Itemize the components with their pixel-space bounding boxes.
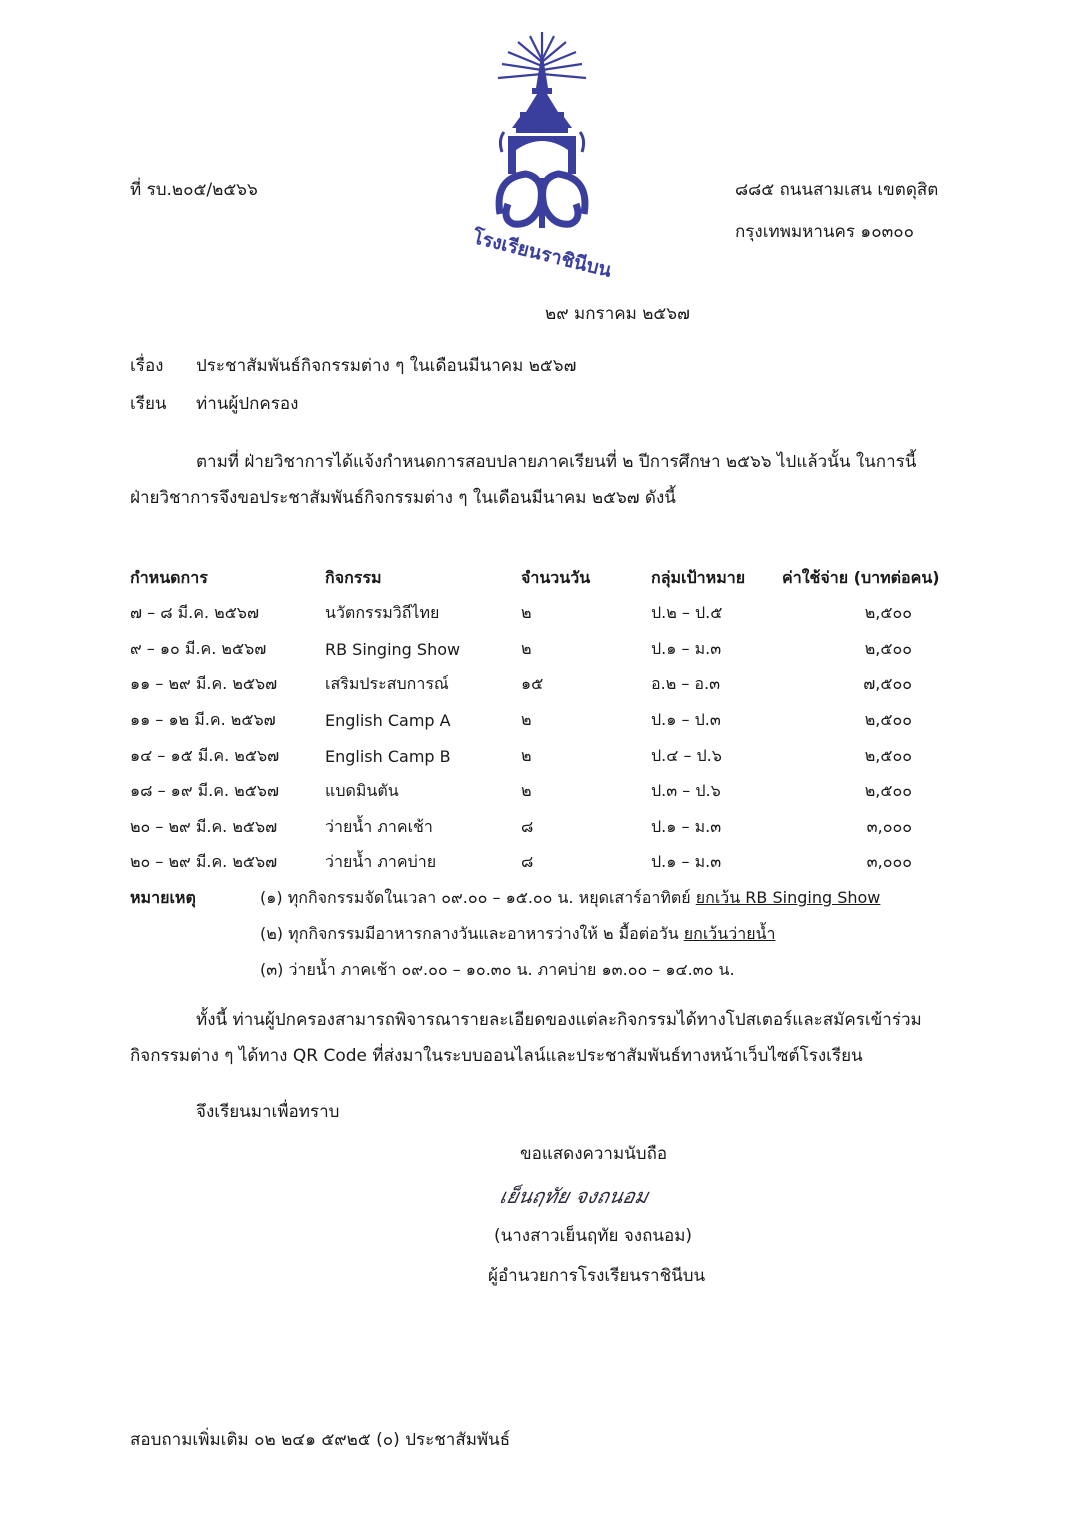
closing-paragraph: ทั้งนี้ ท่านผู้ปกครองสามารถพิจารณารายละเอียดของแต่ละกิจกรรมได้ทางโปสเตอร์และสมัครเข้าร่วมกิจกรรมต่าง ๆ ได้ทาง QR Code ที่ส่งมาในระบบออนไลน์และประชาสัมพันธ์ทางหน้าเว็บไซต์โรงเรียน (130, 1010, 922, 1066)
cell-days: ๒ (521, 710, 532, 730)
cell-days: ๑๕ (521, 674, 544, 694)
table-row (130, 703, 952, 739)
note-1-exception: ยกเว้น RB Singing Show (695, 888, 881, 907)
cell-date: ๒๐ – ๒๙ มี.ค. ๒๕๖๗ (130, 852, 278, 872)
signatory-position: ผู้อำนวยการโรงเรียนราชินีบน (488, 1266, 706, 1286)
cell-target: ป.๑ – ม.๓ (651, 816, 722, 836)
header-schedule: กำหนดการ (130, 567, 208, 587)
cell-cost: ๒,๕๐๐ (864, 710, 912, 730)
cell-date: ๑๑ – ๑๒ มี.ค. ๒๕๖๗ (130, 710, 276, 730)
logo-text: โรงเรียนราชินีบน (470, 226, 614, 278)
cell-days: ๒ (521, 603, 532, 623)
cell-target: ป.๒ – ป.๕ (651, 603, 723, 623)
regards-line: ขอแสดงความนับถือ (520, 1144, 668, 1164)
address-line-1: ๘๘๕ ถนนสามเสน เขตดุสิต (735, 180, 939, 200)
cell-date: ๑๘ – ๑๙ มี.ค. ๒๕๖๗ (130, 781, 279, 801)
header-target-group: กลุ่มเป้าหมาย (651, 567, 746, 587)
cell-days: ๒ (521, 781, 532, 801)
cell-date: ๑๔ – ๑๕ มี.ค. ๒๕๖๗ (130, 745, 280, 765)
handwritten-signature: เย็นฤทัย จงถนอม (497, 1184, 651, 1208)
cell-target: ป.๔ – ป.๖ (651, 745, 722, 765)
note-2-exception: ยกเว้นว่ายน้ำ (683, 924, 776, 943)
note-1-text: (๑) ทุกกิจกรรมจัดในเวลา ๐๙.๐๐ – ๑๕.๐๐ น. หยุดเสาร์อาทิตย์ (260, 888, 696, 907)
subject-label: เรื่อง (130, 356, 164, 376)
header-cost: ค่าใช้จ่าย (บาทต่อคน) (782, 567, 940, 587)
note-2 (260, 922, 775, 947)
table-row (130, 667, 952, 703)
table-row (130, 845, 952, 881)
cell-date: ๙ – ๑๐ มี.ค. ๒๕๖๗ (130, 638, 267, 658)
cell-activity: English Camp A (325, 711, 451, 731)
school-logo (468, 28, 616, 278)
table-row (130, 810, 952, 846)
cell-days: ๒ (521, 638, 532, 658)
notes-label: หมายเหตุ (130, 888, 196, 907)
cell-activity: RB Singing Show (325, 639, 461, 659)
cell-cost: ๓,๐๐๐ (866, 852, 912, 872)
activity-schedule-table (130, 560, 952, 881)
cell-days: ๘ (521, 816, 534, 836)
cell-date: ๗ – ๘ มี.ค. ๒๕๖๗ (130, 603, 259, 623)
header-activity: กิจกรรม (325, 567, 382, 587)
cell-date: ๒๐ – ๒๙ มี.ค. ๒๕๖๗ (130, 816, 278, 836)
cell-target: ป.๑ – ม.๓ (651, 852, 722, 872)
cell-cost: ๓,๐๐๐ (866, 816, 912, 836)
cell-date: ๑๑ – ๒๙ มี.ค. ๒๕๖๗ (130, 674, 278, 694)
table-row (130, 596, 952, 632)
cell-target: ป.๓ – ป.๖ (651, 781, 721, 801)
signatory-full-name: (นางสาวเย็นฤทัย จงถนอม) (494, 1226, 693, 1246)
cell-cost: ๒,๕๐๐ (864, 781, 912, 801)
cell-days: ๘ (521, 852, 534, 872)
cell-days: ๒ (521, 745, 532, 765)
note-3: (๓) ว่ายน้ำ ภาคเช้า ๐๙.๐๐ – ๑๐.๓๐ น. ภาคบ่าย ๑๓.๐๐ – ๑๔.๓๐ น. (260, 960, 735, 979)
cell-target: อ.๒ – อ.๓ (651, 674, 721, 694)
cell-cost: ๗,๕๐๐ (863, 674, 912, 694)
note-2-text: (๒) ทุกกิจกรรมมีอาหารกลางวันและอาหารว่างให้ ๒ มื้อต่อวัน (260, 924, 684, 943)
inform-line: จึงเรียนมาเพื่อทราบ (196, 1102, 340, 1122)
table-row (130, 738, 952, 774)
cell-activity: นวัตกรรมวิถีไทย (325, 603, 440, 623)
cell-cost: ๒,๕๐๐ (864, 603, 912, 623)
address-line-2: กรุงเทพมหานคร ๑๐๓๐๐ (735, 222, 914, 242)
cell-activity: แบดมินตัน (325, 781, 399, 801)
cell-target: ป.๑ – ป.๓ (651, 710, 721, 730)
cell-activity: ว่ายน้ำ ภาคบ่าย (325, 852, 437, 872)
cell-activity: เสริมประสบการณ์ (325, 674, 449, 694)
intro-paragraph: ตามที่ ฝ่ายวิชาการได้แจ้งกำหนดการสอบปลายภาคเรียนที่ ๒ ปีการศึกษา ๒๕๖๖ ไปแล้วนั้น ในการนี้ ฝ่ายวิชาการจึงขอประชาสัมพันธ์กิจกรรมต่าง ๆ ในเดือนมีนาคม ๒๕๖๗ ดังนี้ (130, 452, 917, 508)
letter-date: ๒๙ มกราคม ๒๕๖๗ (545, 304, 690, 324)
footer-contact: สอบถามเพิ่มเติม ๐๒ ๒๔๑ ๕๙๒๕ (๐) ประชาสัมพันธ์ (130, 1430, 511, 1450)
subject-text: ประชาสัมพันธ์กิจกรรมต่าง ๆ ในเดือนมีนาคม ๒๕๖๗ (196, 356, 577, 376)
table-header-row (130, 560, 952, 596)
cell-cost: ๒,๕๐๐ (864, 638, 912, 658)
note-1 (260, 886, 880, 911)
cell-activity: English Camp B (325, 746, 451, 766)
reference-number: ที่ รบ.๒๐๕/๒๕๖๖ (130, 180, 258, 200)
cell-target: ป.๑ – ม.๓ (651, 638, 722, 658)
cell-cost: ๒,๕๐๐ (864, 745, 912, 765)
cell-activity: ว่ายน้ำ ภาคเช้า (325, 816, 433, 836)
header-days: จำนวนวัน (521, 567, 591, 587)
recipient-label: เรียน (130, 394, 167, 414)
recipient-text: ท่านผู้ปกครอง (196, 394, 299, 414)
table-row (130, 774, 952, 810)
table-row (130, 632, 952, 668)
